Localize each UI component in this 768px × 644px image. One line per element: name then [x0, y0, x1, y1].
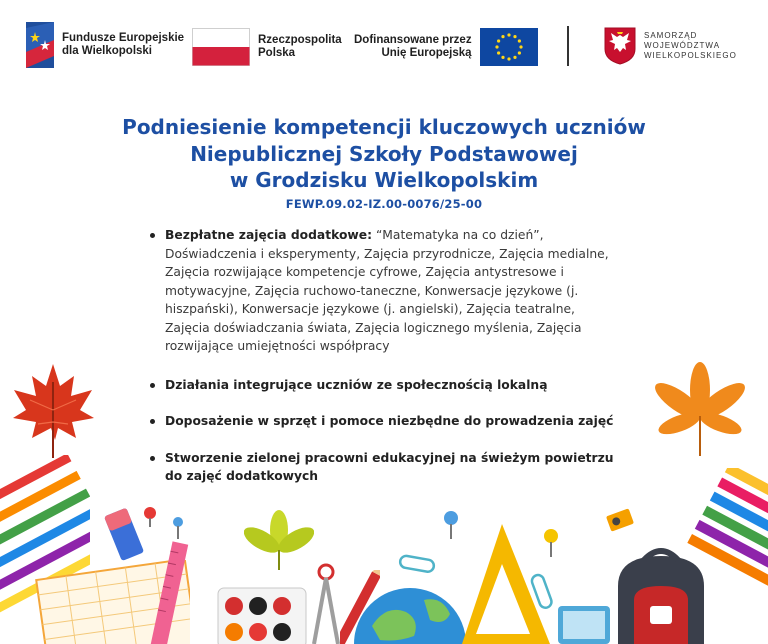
eu-logo [354, 28, 538, 66]
bullet-item-green-classroom [148, 449, 616, 486]
eu-star [497, 51, 500, 54]
paperclip-icon [398, 552, 438, 578]
green-leaf-icon [244, 510, 314, 570]
title-line-2: Niepublicznej Szkoły Podstawowej [190, 141, 578, 166]
tablet-icon [556, 604, 612, 644]
logo-divider [567, 26, 569, 66]
eu-star [497, 39, 500, 42]
push-pin-icon-2 [540, 528, 562, 558]
wlkp-logo-line1: SAMORZĄD [644, 31, 698, 40]
fe-logo-line2: dla Wielkopolski [62, 45, 153, 57]
fe-logo-icon [26, 22, 54, 68]
title-block [0, 114, 768, 212]
eagle-crest-icon [604, 27, 636, 65]
paperclip-icon-2 [530, 572, 556, 612]
eu-star [519, 45, 522, 48]
eu-logo-line1: Dofinansowane przez [354, 34, 472, 46]
chestnut-leaf-icon [650, 360, 750, 460]
push-pin-icon-4 [170, 516, 186, 540]
paint-palette-icon [216, 584, 308, 644]
maple-leaf-icon [8, 360, 98, 460]
bullet-item-green-classroom-text: Stworzenie zielonej pracowni edukacyjnej na świeżym powietrzu do zajęć dodatkowych [165, 450, 614, 483]
wlkp-logo [604, 27, 737, 65]
bullet-item-equipment [148, 412, 616, 431]
project-code: FEWP.09.02-IZ.00-0076/25-00 [285, 196, 483, 211]
eu-star [495, 45, 498, 48]
eu-star [501, 35, 504, 38]
eu-star [507, 57, 510, 60]
eu-star [501, 56, 504, 59]
title-line-1: Podniesienie kompetencji kluczowych uczniów [122, 115, 646, 139]
bullet-item-activities-heading: Bezpłatne zajęcia dodatkowe: [165, 228, 373, 242]
backpack-icon [604, 546, 718, 644]
eu-star [517, 39, 520, 42]
bullet-item-integration-text: Działania integrujące uczniów ze społecznością lokalną [165, 377, 548, 392]
bullet-item-equipment-text: Doposażenie w sprzęt i pomoce niezbędne do prowadzenia zajęć [165, 414, 614, 428]
logo-bar [0, 0, 768, 92]
wlkp-logo-line3: WIELKOPOLSKIEGO [644, 51, 737, 60]
bullet-item-integration [148, 376, 616, 395]
pl-logo-line2: Polska [258, 47, 296, 59]
title-line-3: w Grodzisku Wielkopolskim [229, 168, 539, 192]
eu-star [507, 33, 510, 36]
eu-flag-icon [480, 28, 538, 66]
eu-logo-line2: Unię Europejską [381, 47, 472, 59]
pink-ruler-icon [150, 540, 190, 644]
push-pin-icon-3 [140, 506, 160, 528]
eu-star [517, 51, 520, 54]
wlkp-logo-line2: WOJEWÓDZTWA [644, 41, 721, 50]
pl-logo [192, 28, 342, 66]
bullet-item-activities-text: “Matematyka na co dzień”, Doświadczenia i eksperymenty, Zajęcia przyrodnicze, Zajęcia medialne, Zajęcia rozwijające kompetencje cyfrowe, Zajęcia antystresowe i motywacyjne, Zajęcia ruchowo-taneczne, Konwersacje językowe (j. hiszpański), Konwersacje językowe (j. angielski), Zajęcia teatralne, Zajęcia doświadczania świata, Zajęcia logicznego myślenia, Zajęcia rozwijające umiejętności współpracy [165, 228, 609, 353]
polish-flag-icon [192, 28, 250, 66]
sharpener-icon [604, 506, 636, 534]
bullet-list [148, 226, 616, 504]
bullet-item-activities [148, 226, 616, 356]
push-pin-icon [440, 510, 462, 540]
eu-star [513, 56, 516, 59]
fe-logo [26, 22, 184, 68]
pl-logo-line1: Rzeczpospolita [258, 34, 342, 46]
globe-icon [350, 586, 470, 644]
fe-logo-line1: Fundusze Europejskie [62, 32, 185, 44]
eu-star [513, 35, 516, 38]
